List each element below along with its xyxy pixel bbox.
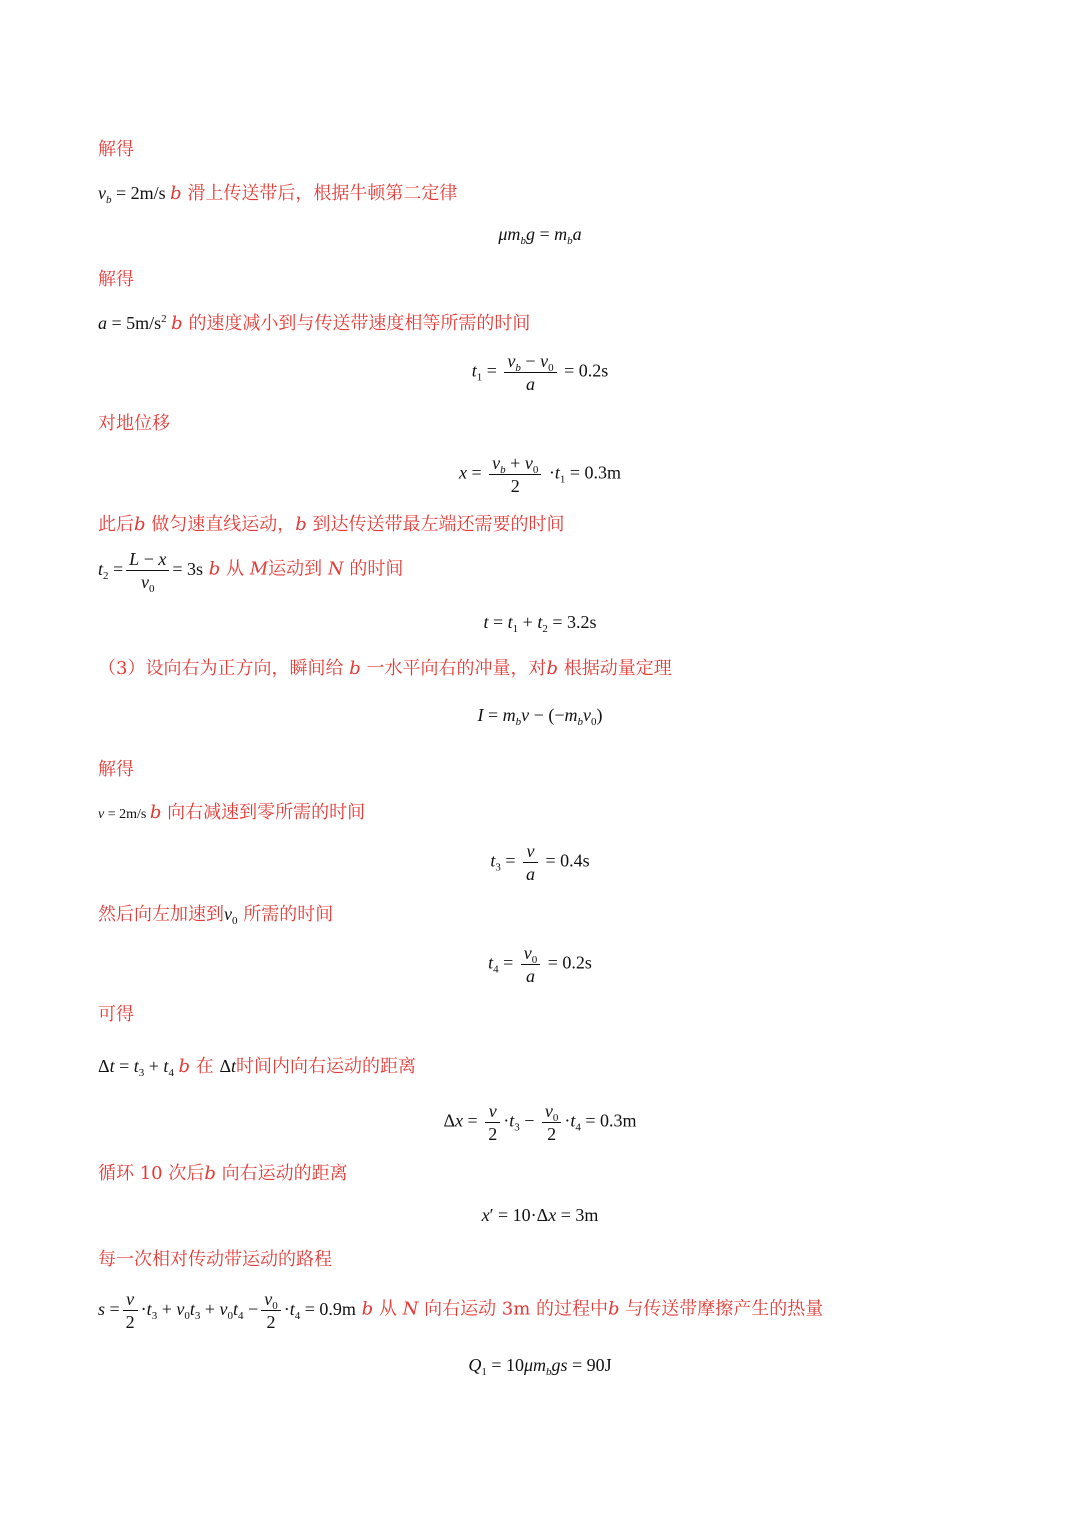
eq-vb: $v_b = 2m/s$ <box>98 183 171 206</box>
line-cihou-var2: b <box>295 514 307 535</box>
eq-dx: Δx = $\frac{v}{2}$ $\cdot t_3$ − $\frac{v_0}{2}$ $\cdot t_4 = 0.3m$ <box>443 1101 637 1144</box>
line-dt-var: b <box>178 1056 190 1077</box>
line-q3-a: （3）设向右为正方向，瞬间给 <box>98 658 344 679</box>
line-dt-zai: 在 <box>195 1056 214 1077</box>
line-q3-var2: b <box>546 658 558 679</box>
line-v-text: 向右减速到零所需的时间 <box>167 802 366 823</box>
eq-a: $a = 5m/s^2$ <box>98 313 167 333</box>
line-cihou-var1: b <box>134 514 146 535</box>
line-t2-deshijian: 的时间 <box>349 558 404 580</box>
line-ranhou-a: 然后向左加速到 <box>98 904 224 925</box>
line-t2-cong: 从 <box>226 558 244 580</box>
line-t2-var: b <box>208 558 221 580</box>
line-q3-c: 根据动量定理 <box>563 658 672 679</box>
line-q3-b: 一水平向右的冲量，对 <box>366 658 547 679</box>
line-cihou-b: 做匀速直线运动， <box>151 514 296 535</box>
line-v-result <box>98 800 365 828</box>
eq-newton: $\mu m_bg = m_ba$ <box>498 224 582 247</box>
line-cihou-c: 到达传送带最左端还需要的时间 <box>312 514 565 535</box>
line-xunhuan <box>98 1161 348 1187</box>
line-s-b: 向右运动 3m 的过程中 <box>424 1298 609 1320</box>
line-s-var1: b <box>361 1298 374 1320</box>
line-xunhuan-a: 循环 10 次后 <box>98 1163 205 1184</box>
eq-t1: $t_1$ = $\frac{v_b - v_0}{a}$ = 0.2s <box>471 351 609 394</box>
line-t2-N: N <box>327 558 344 580</box>
eq-dt: $\Delta t = t_3 + t_4$ <box>98 1056 174 1079</box>
line-vb-text: 滑上传送带后，根据牛顿第二定律 <box>187 183 458 204</box>
eq-x: x = $\frac{v_b + v_0}{2}$ $\cdot t_1 = 0.3m$ <box>459 453 621 496</box>
line-q3-var1: b <box>349 658 361 679</box>
eq-t2: $t_2$ = $\frac{L - x}{v_0}$ = 3s <box>98 549 203 595</box>
text-jiede-1: 解得 <box>98 139 134 160</box>
line-ranhou <box>98 901 333 928</box>
text-kede: 可得 <box>98 1004 134 1025</box>
line-v-var: b <box>149 802 162 823</box>
eq-s: s = $\frac{v}{2}$ $\cdot t_3 + v_0t_3 + v_0t_4$ − $\frac{v_0}{2}$ $\cdot t_4 = 0.9m$ <box>98 1289 356 1332</box>
line-s-c: 与传送带摩擦产生的热量 <box>625 1298 824 1320</box>
line-s-a: 从 <box>378 1298 397 1320</box>
eq-t-total: $t = t_1 + t_2 = 3.2s$ <box>483 612 597 635</box>
line-s <box>98 1288 823 1333</box>
line-t2-M: M <box>249 558 269 580</box>
line-dt <box>98 1053 416 1080</box>
eq-momentum: $I = m_bv - (-m_bv_0)$ <box>477 705 603 728</box>
line-s-N: N <box>402 1298 419 1320</box>
line-vb-var: b <box>170 183 182 204</box>
line-s-var2: b <box>608 1298 620 1320</box>
eq-t4: $t_4$ = $\frac{v_0}{a}$ = 0.2s <box>488 943 592 986</box>
line-cihou <box>98 512 565 538</box>
text-meiyici: 每一次相对传动带运动的路程 <box>98 1249 332 1270</box>
line-t2-yundongdao: 运动到 <box>268 558 323 580</box>
line-a-text: 的速度减小到与传送带速度相等所需的时间 <box>188 313 531 334</box>
line-dt-sym: Δt <box>219 1056 237 1076</box>
line-a-var: b <box>171 313 183 334</box>
text-duidi: 对地位移 <box>98 413 170 434</box>
line-ranhou-b: 所需的时间 <box>243 904 334 925</box>
line-xunhuan-var: b <box>204 1163 216 1184</box>
line-xunhuan-b: 向右运动的距离 <box>221 1163 348 1184</box>
line-vb-result <box>98 180 457 207</box>
text-jiede-3: 解得 <box>98 759 134 780</box>
eq-xprime: x′ = 10·Δx = 3m <box>481 1205 599 1225</box>
line-a-result <box>98 310 530 337</box>
line-dt-text: 时间内向右运动的距离 <box>236 1056 417 1077</box>
eq-q1: $Q_1 = 10\mu m_bgs = 90J$ <box>468 1355 612 1378</box>
line-cihou-a: 此后 <box>98 514 134 535</box>
eq-t3: $t_3$ = $\frac{v}{a}$ = 0.4s <box>490 841 590 884</box>
line-ranhou-v0: $v_0$ <box>224 904 238 927</box>
line-q3 <box>98 656 672 682</box>
eq-v: v = 2m/s <box>98 807 150 822</box>
text-jiede-2: 解得 <box>98 269 134 290</box>
line-t2 <box>98 548 403 593</box>
